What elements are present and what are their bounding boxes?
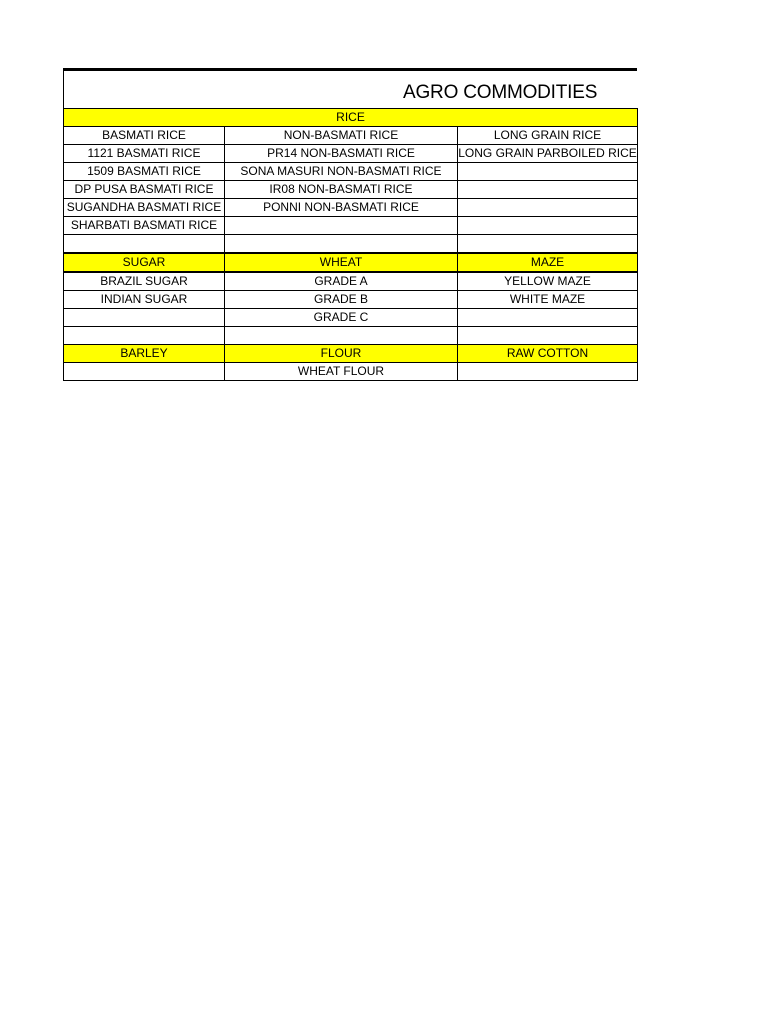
table-row	[64, 309, 638, 327]
flour-header[interactable]: FLOUR	[225, 345, 458, 363]
table-cell[interactable]: WHEAT FLOUR	[225, 363, 458, 381]
barley-header[interactable]: BARLEY	[64, 345, 225, 363]
table-row	[64, 199, 638, 217]
table-cell[interactable]: WHITE MAZE	[458, 291, 638, 309]
table-cell[interactable]	[64, 309, 225, 327]
table-cell[interactable]	[225, 235, 458, 254]
table-cell[interactable]: LONG GRAIN RICE	[458, 127, 638, 145]
table-cell[interactable]: 1121 BASMATI RICE	[64, 145, 225, 163]
table-cell[interactable]: GRADE A	[225, 272, 458, 291]
table-cell[interactable]	[458, 235, 638, 254]
table-row	[64, 163, 638, 181]
table-cell[interactable]	[458, 199, 638, 217]
table-cell[interactable]	[458, 217, 638, 235]
raw-cotton-header[interactable]: RAW COTTON	[458, 345, 638, 363]
table-cell[interactable]: SHARBATI BASMATI RICE	[64, 217, 225, 235]
rice-header-row	[64, 109, 638, 127]
table-cell[interactable]: NON-BASMATI RICE	[225, 127, 458, 145]
sheet-title: AGRO COMMODITIES	[403, 82, 598, 103]
maze-header[interactable]: MAZE	[458, 253, 638, 272]
table-row	[64, 363, 638, 381]
table-cell[interactable]: IR08 NON-BASMATI RICE	[225, 181, 458, 199]
table-cell[interactable]	[458, 363, 638, 381]
blank-row	[64, 327, 638, 345]
blank-row	[64, 235, 638, 254]
table-cell[interactable]: INDIAN SUGAR	[64, 291, 225, 309]
table-cell[interactable]	[64, 327, 225, 345]
table-cell[interactable]: YELLOW MAZE	[458, 272, 638, 291]
group3-header-row	[64, 345, 638, 363]
table-cell[interactable]: PR14 NON-BASMATI RICE	[225, 145, 458, 163]
wheat-header[interactable]: WHEAT	[225, 253, 458, 272]
table-cell[interactable]	[458, 181, 638, 199]
rice-header[interactable]: RICE	[64, 109, 638, 127]
table-cell[interactable]: PONNI NON-BASMATI RICE	[225, 199, 458, 217]
table-cell[interactable]: LONG GRAIN PARBOILED RICE	[458, 145, 638, 163]
table-row	[64, 272, 638, 291]
table-cell[interactable]	[225, 217, 458, 235]
group2-header-row	[64, 253, 638, 272]
table-cell[interactable]	[458, 163, 638, 181]
table-row	[64, 145, 638, 163]
table-cell[interactable]	[458, 327, 638, 345]
table-cell[interactable]: SONA MASURI NON-BASMATI RICE	[225, 163, 458, 181]
table-row	[64, 127, 638, 145]
table-cell[interactable]	[64, 235, 225, 254]
table-cell[interactable]: 1509 BASMATI RICE	[64, 163, 225, 181]
table-row	[64, 291, 638, 309]
table-cell[interactable]: BASMATI RICE	[64, 127, 225, 145]
table-cell[interactable]: DP PUSA BASMATI RICE	[64, 181, 225, 199]
table-cell[interactable]	[458, 309, 638, 327]
table-cell[interactable]: GRADE B	[225, 291, 458, 309]
table-row	[64, 181, 638, 199]
table-row	[64, 217, 638, 235]
title-row	[63, 68, 637, 108]
table-cell[interactable]	[64, 363, 225, 381]
table-cell[interactable]: GRADE C	[225, 309, 458, 327]
table-cell[interactable]: SUGANDHA BASMATI RICE	[64, 199, 225, 217]
table-cell[interactable]: BRAZIL SUGAR	[64, 272, 225, 291]
table-cell[interactable]	[225, 327, 458, 345]
sugar-header[interactable]: SUGAR	[64, 253, 225, 272]
commodities-table	[63, 108, 638, 381]
spreadsheet	[63, 68, 637, 381]
